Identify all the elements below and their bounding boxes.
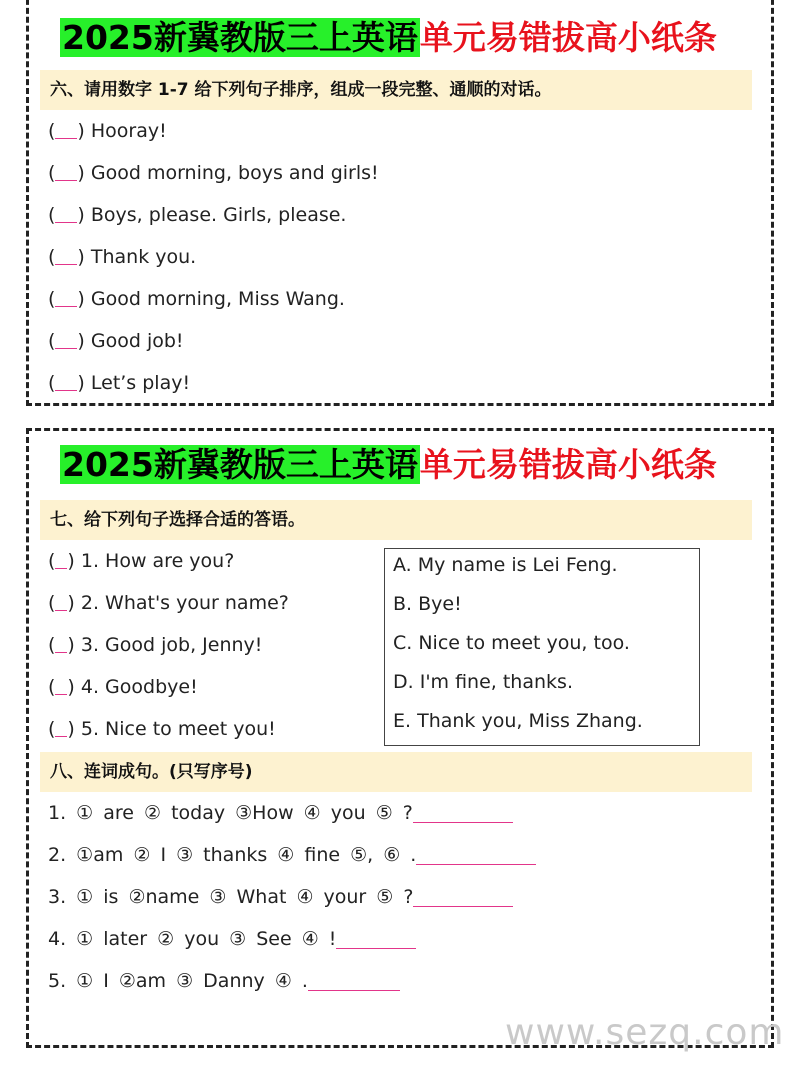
question-item bbox=[48, 676, 198, 698]
item-text: Good morning, boys and girls! bbox=[90, 162, 379, 184]
option-item: A. My name is Lei Feng. bbox=[393, 554, 618, 576]
answer-blank[interactable] bbox=[55, 718, 67, 737]
title-bottom bbox=[60, 437, 717, 493]
sentence-item bbox=[48, 246, 196, 268]
answer-blank[interactable] bbox=[55, 246, 77, 265]
item-text: 3. Good job, Jenny! bbox=[80, 634, 263, 656]
item-text: 2. ①am ② I ③ thanks ④ fine ⑤, ⑥ . bbox=[48, 844, 417, 866]
paren-close: ) bbox=[77, 372, 91, 394]
word-order-item bbox=[48, 844, 536, 866]
paren-close: ) bbox=[67, 676, 81, 698]
paren-open: ( bbox=[48, 288, 56, 310]
answer-blank[interactable] bbox=[55, 592, 67, 611]
watermark: www.sezq.com bbox=[505, 1012, 785, 1053]
question-item bbox=[48, 718, 276, 740]
answer-line[interactable] bbox=[413, 886, 513, 907]
item-text: 5. Nice to meet you! bbox=[80, 718, 276, 740]
paren-open: ( bbox=[48, 120, 56, 142]
paren-close: ) bbox=[77, 288, 91, 310]
option-item: C. Nice to meet you, too. bbox=[393, 632, 630, 654]
paren-open: ( bbox=[48, 634, 56, 656]
answer-blank[interactable] bbox=[55, 120, 77, 139]
paren-open: ( bbox=[48, 718, 56, 740]
item-text: 1. ① are ② today ③How ④ you ⑤ ? bbox=[48, 802, 413, 824]
item-text: 4. ① later ② you ③ See ④ ! bbox=[48, 928, 337, 950]
paren-close: ) bbox=[77, 246, 91, 268]
answer-line[interactable] bbox=[308, 970, 400, 991]
word-order-item bbox=[48, 802, 513, 824]
paren-close: ) bbox=[77, 162, 91, 184]
item-text: Boys, please. Girls, please. bbox=[90, 204, 347, 226]
answer-line[interactable] bbox=[336, 928, 416, 949]
item-text: Good job! bbox=[90, 330, 184, 352]
paren-close: ) bbox=[77, 120, 91, 142]
item-text: 1. How are you? bbox=[80, 550, 235, 572]
paren-close: ) bbox=[77, 330, 91, 352]
paren-open: ( bbox=[48, 550, 56, 572]
sentence-item bbox=[48, 120, 167, 142]
paren-open: ( bbox=[48, 676, 56, 698]
answer-blank[interactable] bbox=[55, 330, 77, 349]
title-red: 单元易错拔高小纸条 bbox=[419, 445, 717, 484]
item-text: Good morning, Miss Wang. bbox=[90, 288, 345, 310]
paren-close: ) bbox=[67, 718, 81, 740]
sentence-item bbox=[48, 330, 184, 352]
paren-close: ) bbox=[67, 550, 81, 572]
answer-blank[interactable] bbox=[55, 162, 77, 181]
paren-close: ) bbox=[77, 204, 91, 226]
paren-open: ( bbox=[48, 162, 56, 184]
answer-blank[interactable] bbox=[55, 550, 67, 569]
paren-open: ( bbox=[48, 204, 56, 226]
sentence-item bbox=[48, 204, 346, 226]
section-7-heading: 七、给下列句子选择合适的答语。 bbox=[40, 500, 752, 540]
question-item bbox=[48, 634, 262, 656]
title-top bbox=[60, 10, 717, 66]
item-text: 2. What's your name? bbox=[80, 592, 289, 614]
question-item bbox=[48, 592, 289, 614]
section-6-heading: 六、请用数字 1-7 给下列句子排序，组成一段完整、通顺的对话。 bbox=[40, 70, 752, 110]
answer-line[interactable] bbox=[416, 844, 536, 865]
answer-blank[interactable] bbox=[55, 634, 67, 653]
title-green: 2025新冀教版三上英语 bbox=[62, 445, 418, 484]
section-8-heading: 八、连词成句。(只写序号) bbox=[40, 752, 752, 792]
answer-blank[interactable] bbox=[55, 676, 67, 695]
options-box bbox=[384, 548, 700, 746]
question-item bbox=[48, 550, 234, 572]
paren-open: ( bbox=[48, 246, 56, 268]
item-text: Let’s play! bbox=[90, 372, 191, 394]
item-text: Thank you. bbox=[90, 246, 197, 268]
paren-close: ) bbox=[67, 634, 81, 656]
paren-open: ( bbox=[48, 372, 56, 394]
answer-line[interactable] bbox=[413, 802, 513, 823]
title-red: 单元易错拔高小纸条 bbox=[419, 18, 717, 57]
item-text: 3. ① is ②name ③ What ④ your ⑤ ? bbox=[48, 886, 414, 908]
answer-blank[interactable] bbox=[55, 372, 77, 391]
sentence-item bbox=[48, 162, 379, 184]
word-order-item bbox=[48, 886, 513, 908]
answer-blank[interactable] bbox=[55, 204, 77, 223]
sentence-item bbox=[48, 288, 345, 310]
answer-blank[interactable] bbox=[55, 288, 77, 307]
word-order-item bbox=[48, 928, 416, 950]
title-green: 2025新冀教版三上英语 bbox=[62, 18, 418, 57]
item-text: 5. ① I ②am ③ Danny ④ . bbox=[48, 970, 308, 992]
paren-open: ( bbox=[48, 592, 56, 614]
paren-close: ) bbox=[67, 592, 81, 614]
option-item: D. I'm fine, thanks. bbox=[393, 671, 573, 693]
option-item: E. Thank you, Miss Zhang. bbox=[393, 710, 643, 732]
item-text: Hooray! bbox=[90, 120, 167, 142]
option-item: B. Bye! bbox=[393, 593, 462, 615]
word-order-item bbox=[48, 970, 400, 992]
sentence-item bbox=[48, 372, 190, 394]
item-text: 4. Goodbye! bbox=[80, 676, 198, 698]
paren-open: ( bbox=[48, 330, 56, 352]
